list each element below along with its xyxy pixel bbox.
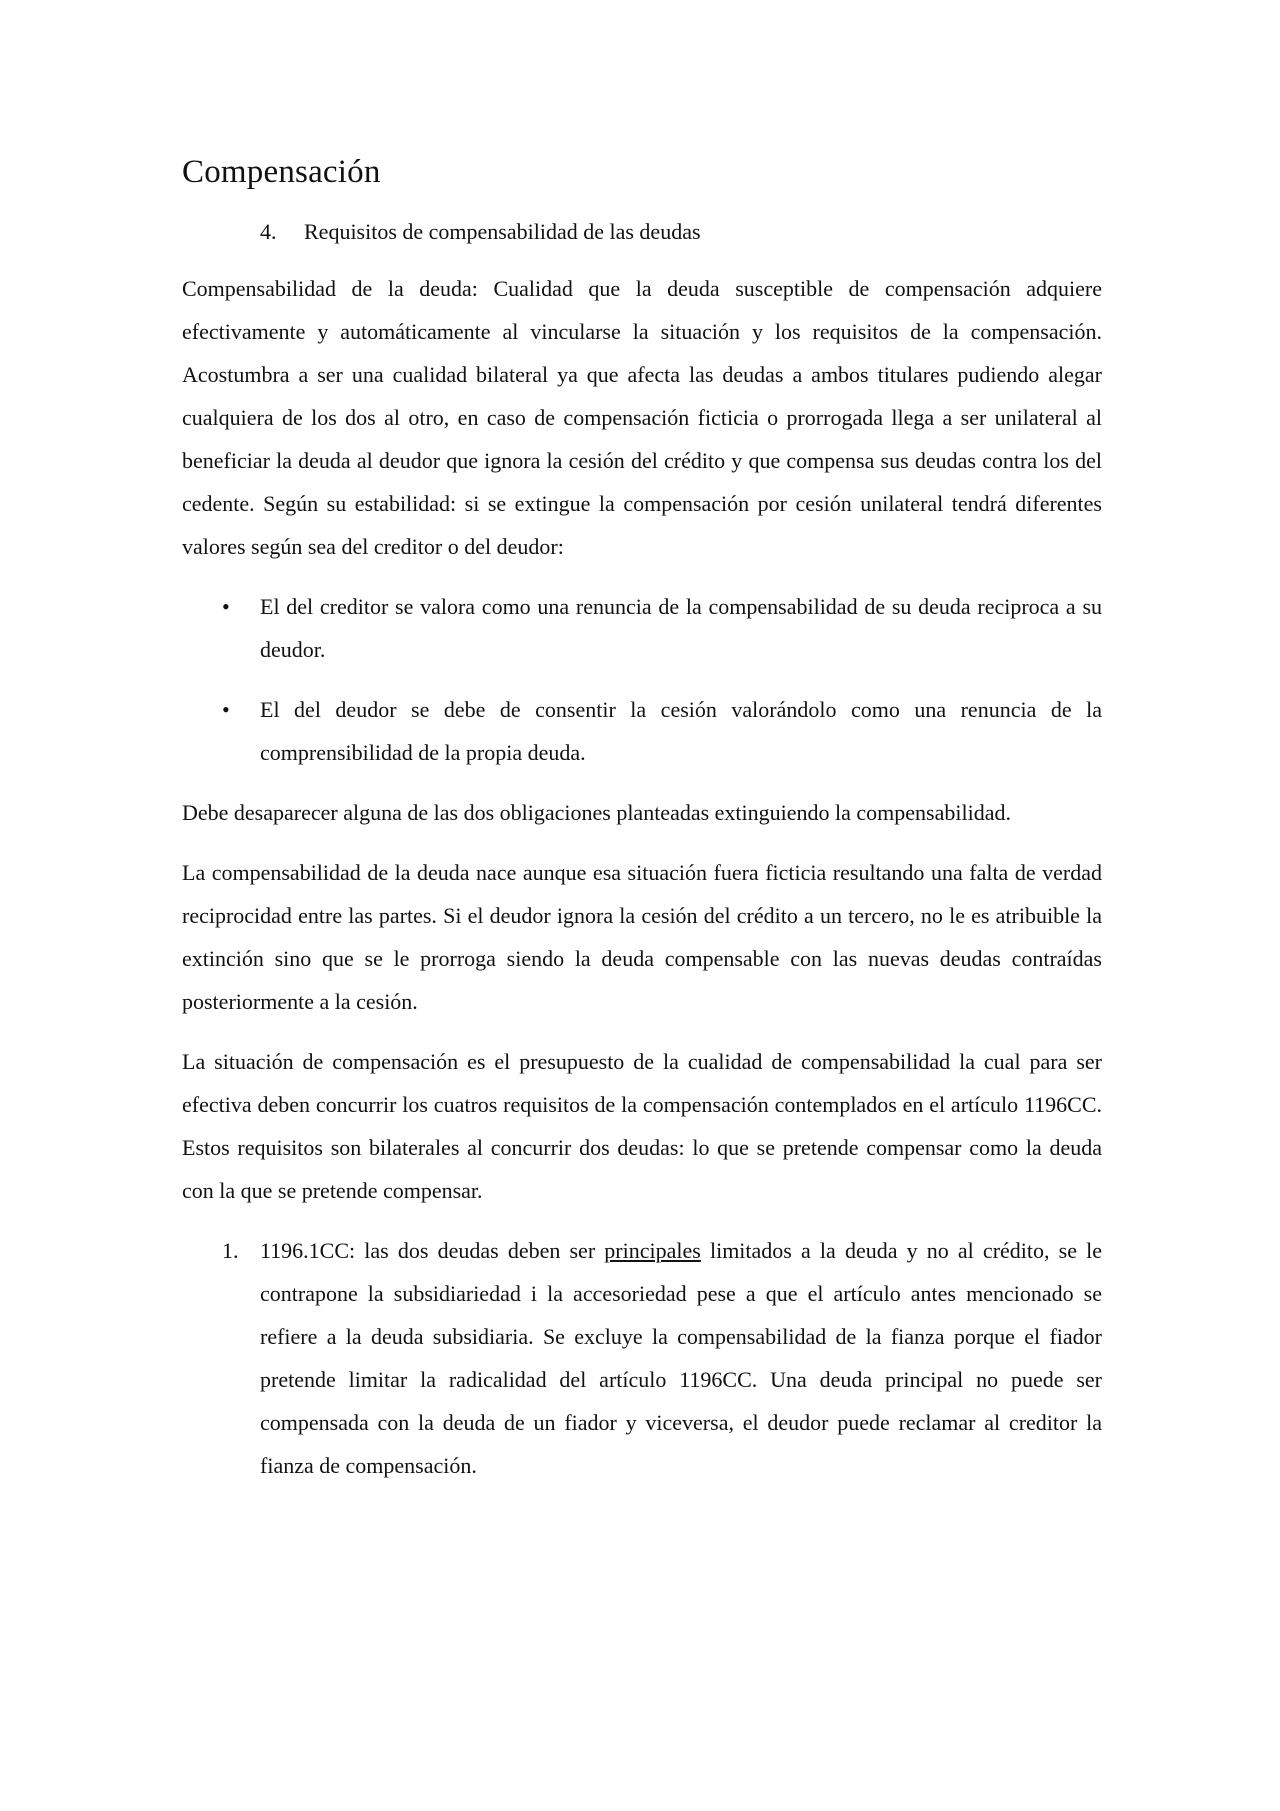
numbered-marker: 1.: [222, 1238, 239, 1263]
paragraph: Compensabilidad de la deuda: Cualidad que la deuda susceptible de compensación adquiere efectivamente y automáticamente al vincularse la situación y los requisitos de la compensación. Acostumbra a ser una cualidad bilateral ya que afecta las deudas a ambos titulares pudiendo alegar cualquiera de los dos al otro, en caso de compensación ficticia o prorrogada llega a ser unilateral al beneficiar la deuda al deudor que ignora la cesión del crédito y que compensa sus deudas contra los del cedente. Según su estabilidad: si se extingue la compensación por cesión unilateral tendrá diferentes valores según sea del creditor o del deudor:: [182, 276, 1102, 559]
section-heading: [182, 210, 1102, 253]
numbered-item: [182, 1229, 1102, 1487]
bullet-marker: •: [222, 594, 230, 619]
document-title: Compensación: [182, 154, 381, 190]
bullet-marker: •: [222, 697, 230, 722]
bullet-text: El del deudor se debe de consentir la cesión valorándolo como una renuncia de la comprensibilidad de la propia deuda.: [260, 697, 1102, 765]
section-number: 4.: [260, 219, 277, 244]
underlined-term: principales: [604, 1238, 701, 1263]
numbered-text-before: 1196.1CC: las dos deudas deben ser: [260, 1238, 605, 1263]
document-page: [182, 150, 1102, 1504]
paragraph: Debe desaparecer alguna de las dos obligaciones planteadas extinguiendo la compensabilidad.: [182, 800, 1011, 825]
bullet-item: [182, 585, 1102, 671]
numbered-text-after: limitados a la deuda y no al crédito, se le contrapone la subsidiariedad i la accesoriedad pese a que el artículo antes mencionado se refiere a la deuda subsidiaria. Se excluye la compensabilidad de la fianza porque el fiador pretende limitar la radicalidad del artículo 1196CC. Una deuda principal no puede ser compensada con la deuda de un fiador y viceversa, el deudor puede reclamar al creditor la fianza de compensación.: [260, 1238, 1103, 1478]
paragraph: La compensabilidad de la deuda nace aunque esa situación fuera ficticia resultando una falta de verdad reciprocidad entre las partes. Si el deudor ignora la cesión del crédito a un tercero, no le es atribuible la extinción sino que se le prorroga siendo la deuda compensable con las nuevas deudas contraídas posteriormente a la cesión.: [182, 860, 1102, 1014]
paragraph: La situación de compensación es el presupuesto de la cualidad de compensabilidad la cual para ser efectiva deben concurrir los cuatros requisitos de la compensación contemplados en el artículo 1196CC. Estos requisitos son bilaterales al concurrir dos deudas: lo que se pretende compensar como la deuda con la que se pretende compensar.: [182, 1049, 1102, 1203]
bullet-list: [182, 585, 1102, 774]
bullet-item: [182, 688, 1102, 774]
section-label: Requisitos de compensabilidad de las deudas: [304, 219, 701, 244]
bullet-text: El del creditor se valora como una renuncia de la compensabilidad de su deuda reciproca a su deudor.: [260, 594, 1102, 662]
numbered-list: [182, 1229, 1102, 1487]
